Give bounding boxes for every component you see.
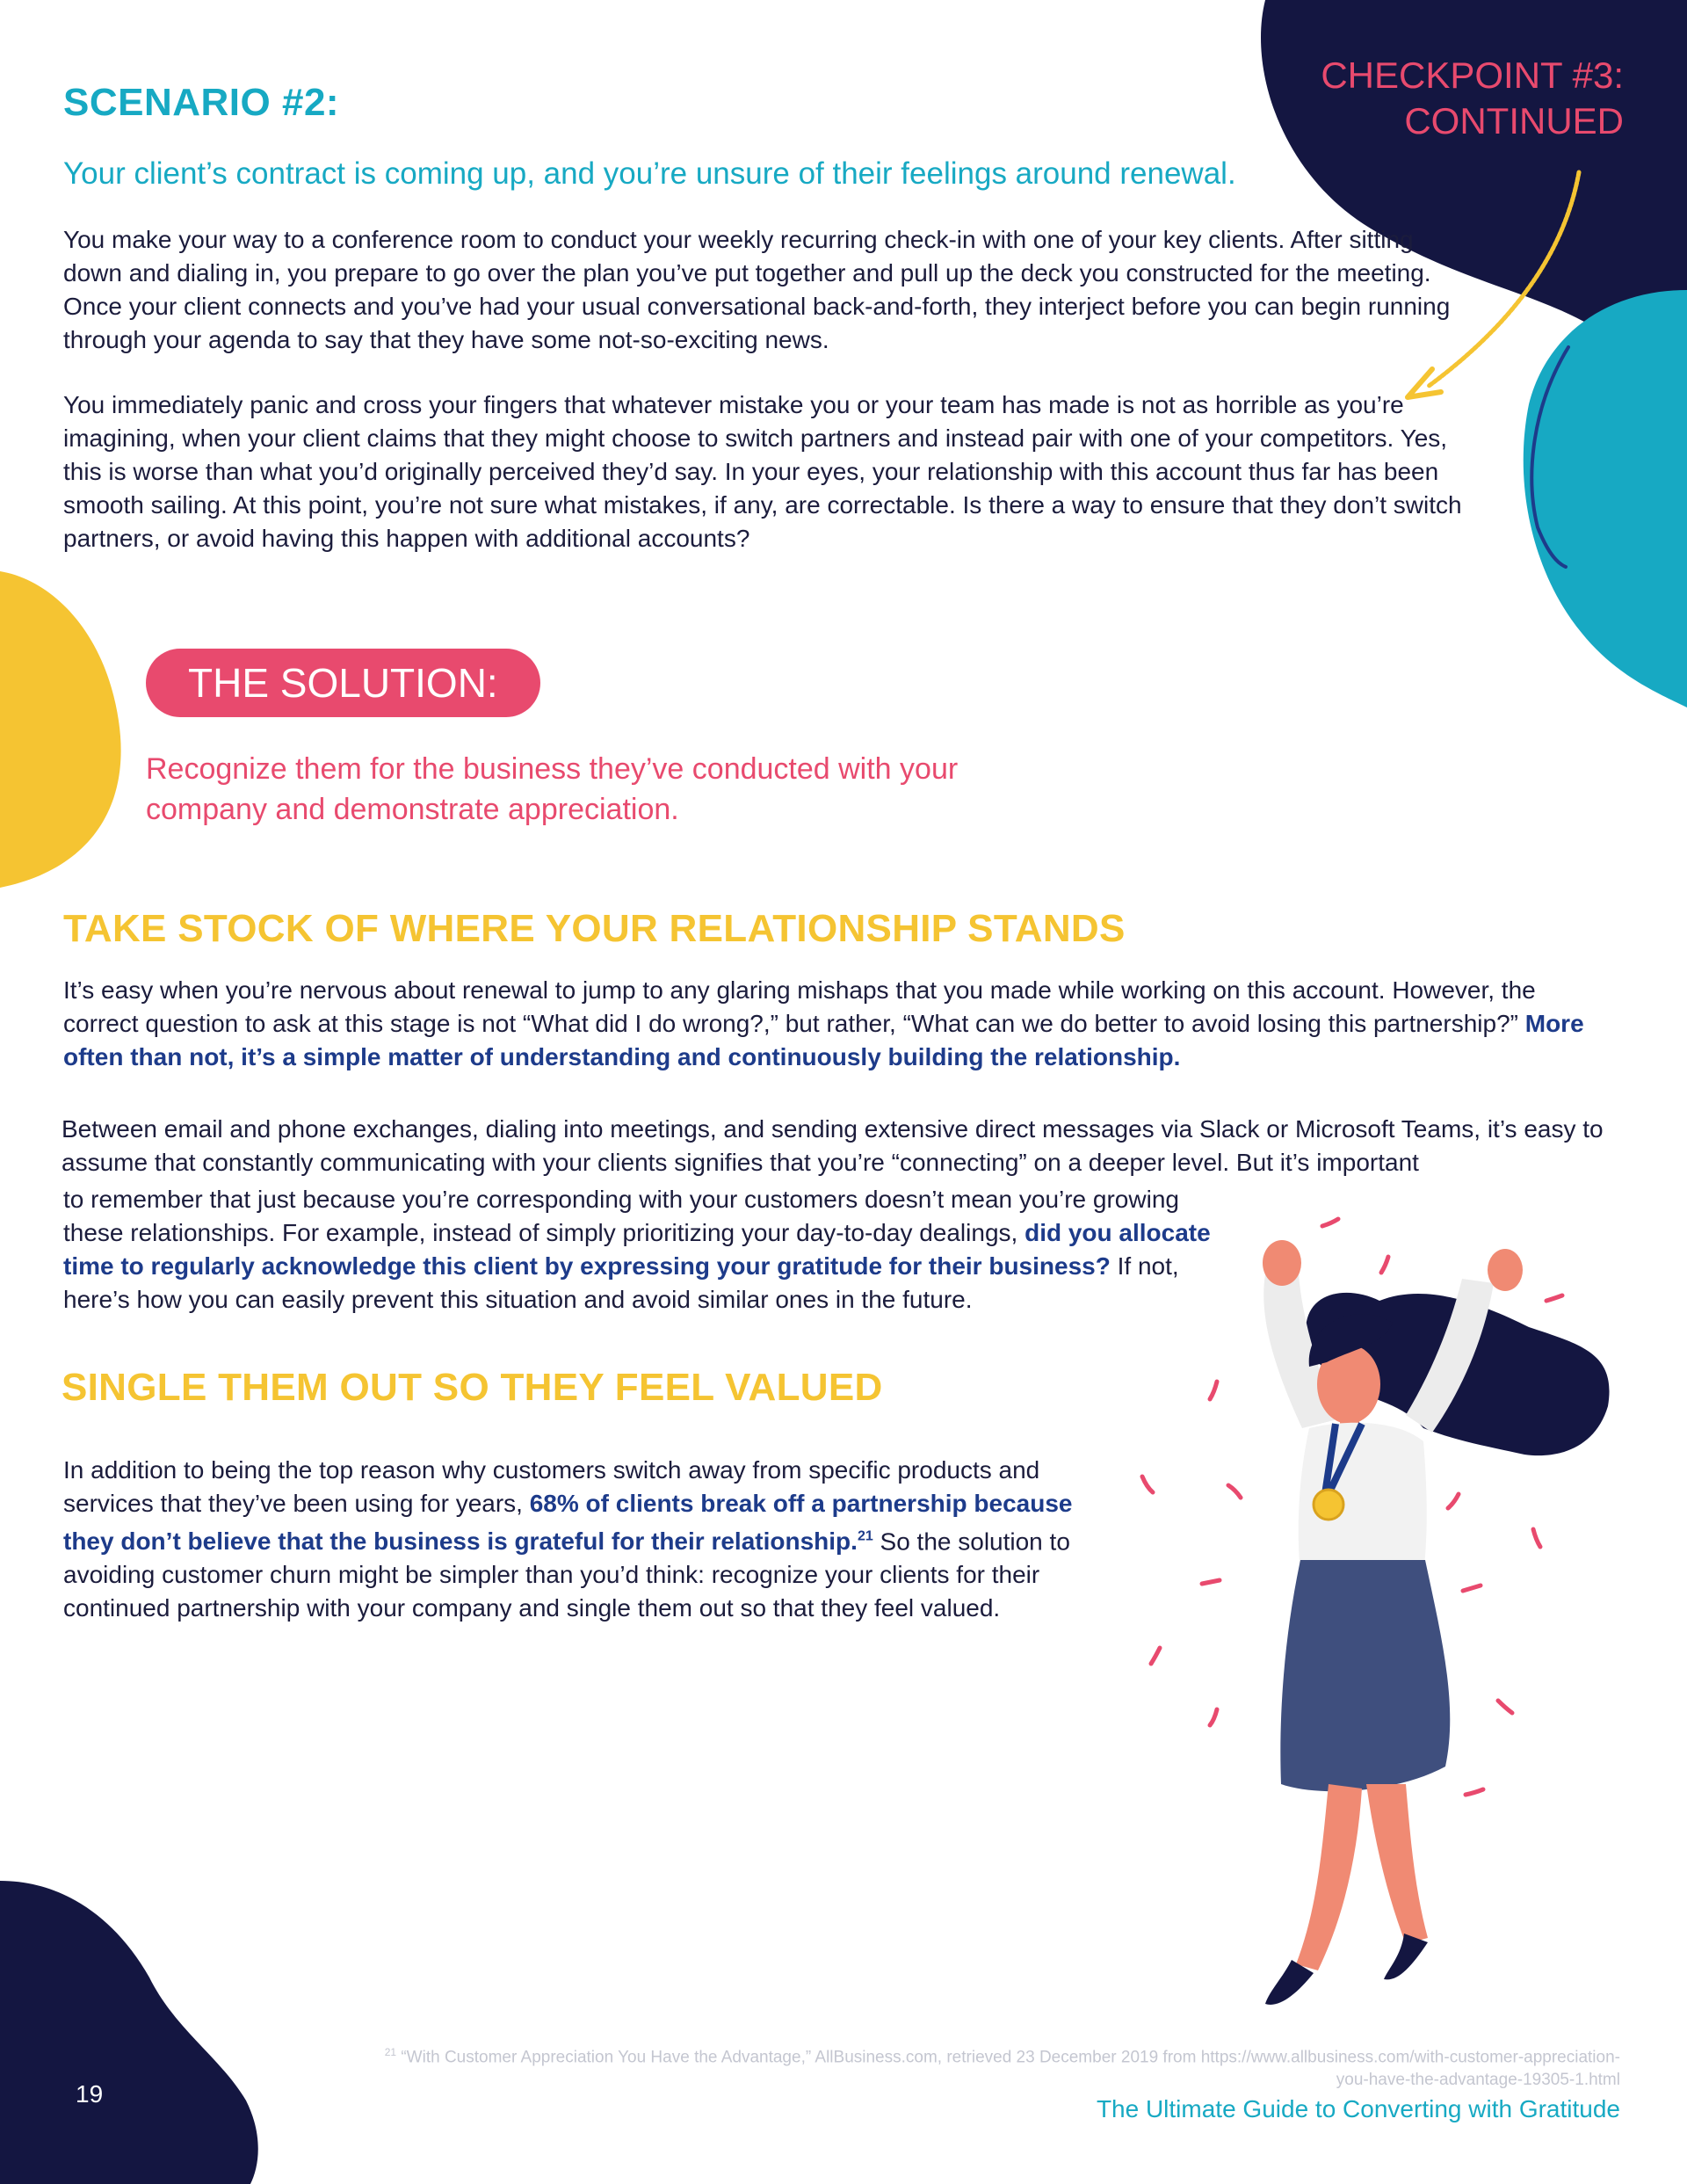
section2-text-1: In addition to being the top reason why customers switch away from specific products and services that they’ve been using for years, bbox=[63, 1456, 1040, 1517]
left-leg bbox=[1296, 1784, 1362, 1970]
right-shoe bbox=[1384, 1934, 1428, 1979]
right-leg bbox=[1366, 1784, 1428, 1944]
scenario-subtitle: Your client’s contract is coming up, and you’re unsure of their feelings around renewal. bbox=[63, 156, 1236, 191]
section2-paragraph bbox=[63, 1454, 1082, 1625]
section1-paragraph-2: Between email and phone exchanges, dialing into meetings, and sending extensive direct messages via Slack or Microsoft Teams, it’s easy to assume that constantly communicating with your clients signifies that you’re “connecting” on a deeper level. But it’s important bbox=[62, 1115, 1604, 1176]
section-heading-relationship: TAKE STOCK OF WHERE YOUR RELATIONSHIP STANDS bbox=[63, 907, 1126, 950]
section1-paragraph-1-bold: More often than not, it’s a simple matter of understanding and continuously building the relationship. bbox=[63, 1010, 1584, 1070]
solution-badge: THE SOLUTION: bbox=[146, 649, 540, 717]
scenario-paragraph-1: You make your way to a conference room to conduct your weekly recurring check-in with one of your key clients. After sitting down and dialing in, you prepare to go over the plan you’ve put together and pull up the deck you constructed for the meeting. Once your client connects and you’ve had your usual conversational back-and-forth, they interject before you can begin running through your agenda to say that they have some not-so-exciting news. bbox=[63, 226, 1451, 353]
section-heading-valued: SINGLE THEM OUT SO THEY FEEL VALUED bbox=[62, 1366, 883, 1409]
page-number: 19 bbox=[76, 2080, 104, 2108]
section1-paragraph-3-bold: did you allocate time to regularly acknowledge this client by expressing your gratitude for their business? bbox=[63, 1219, 1211, 1280]
skirt bbox=[1280, 1560, 1450, 1791]
section1-paragraph-3-text: to remember that just because you’re corresponding with your customers doesn’t mean you’re growing these relationships. For example, instead of simply prioritizing your day-to-day dealings, bbox=[63, 1186, 1179, 1246]
section1-paragraph-1-text: It’s easy when you’re nervous about renewal to jump to any glaring mishaps that you made while working on this account. However, the correct question to ask at this stage is not “What did I do wrong?,” but rather, “What can we do better to avoid losing this partnership?” bbox=[63, 976, 1536, 1037]
section2-bold-text: 68% of clients break off a partnership because they don’t believe that the business is grateful for their relationship. bbox=[63, 1490, 1073, 1556]
section2-text-2: So the solution to avoiding customer churn might be simpler than you’d think: recognize your clients for their continued partnership with your company and single them out so that they feel valued. bbox=[63, 1527, 1070, 1622]
section1-paragraph-1 bbox=[63, 974, 1610, 1074]
left-fist bbox=[1263, 1240, 1301, 1286]
footnote bbox=[373, 2041, 1620, 2092]
medal-icon bbox=[1314, 1490, 1343, 1520]
checkpoint-line-1: CHECKPOINT #3: bbox=[1321, 54, 1624, 96]
footnote-marker: 21 bbox=[384, 2046, 397, 2058]
footnote-text: “With Customer Appreciation You Have the Advantage,” AllBusiness.com, retrieved 23 December 2019 from https://www.allbusiness.com/with-customer-appreciation-you-have-the-advantage-19305-1.html bbox=[401, 2048, 1620, 2090]
scenario-paragraph-2: You immediately panic and cross your fingers that whatever mistake you or your team has made is not as horrible as you’re imagining, when your client claims that they might choose to switch partners and instead pair with one of your competitors. Yes, this is worse than what you’d originally perceived they’d say. In your eyes, your relationship with this account thus far has been smooth sailing. At this point, you’re not sure what mistakes, if any, are correctable. Is there a way to ensure that they don’t switch partners, or avoid having this happen with additional accounts? bbox=[63, 391, 1462, 552]
checkpoint-line-2: CONTINUED bbox=[1404, 100, 1624, 141]
footnote-ref-21: 21 bbox=[857, 1529, 873, 1544]
section1-paragraph-3 bbox=[63, 1183, 1223, 1317]
guide-title: The Ultimate Guide to Converting with Gratitude bbox=[1096, 2095, 1620, 2122]
solution-text: Recognize them for the business they’ve conducted with your company and demonstrate appreciation. bbox=[146, 752, 959, 826]
right-fist bbox=[1488, 1249, 1523, 1291]
section1-paragraph-3-tail: If not, here’s how you can easily prevent this situation and avoid similar ones in the future. bbox=[63, 1252, 1179, 1313]
checkpoint-label bbox=[1321, 53, 1624, 144]
scenario-title: SCENARIO #2: bbox=[63, 81, 340, 124]
